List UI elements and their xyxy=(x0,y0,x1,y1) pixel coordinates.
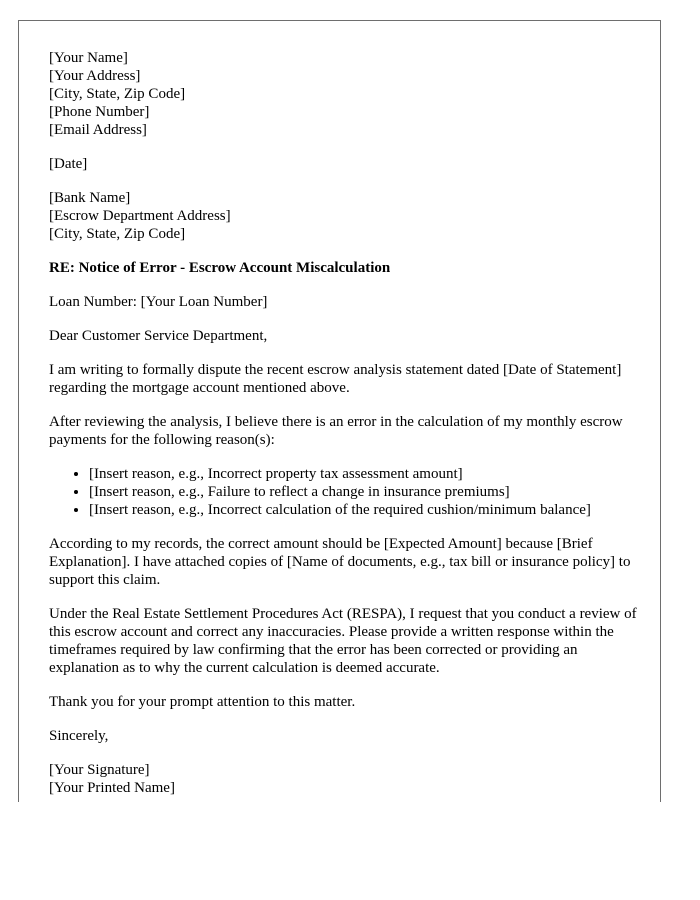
loan-number: Loan Number: [Your Loan Number] xyxy=(49,294,268,310)
closing: Sincerely, xyxy=(49,728,109,744)
printed-name: [Your Printed Name] xyxy=(49,780,175,796)
sender-address: [Your Address] xyxy=(49,68,141,84)
letter-content xyxy=(49,49,649,797)
subject-line: RE: Notice of Error - Escrow Account Miscalculation xyxy=(49,260,391,276)
recipient-block xyxy=(49,189,649,243)
recipient-department-address: [Escrow Department Address] xyxy=(49,208,231,224)
sender-phone: [Phone Number] xyxy=(49,104,150,120)
signature: [Your Signature] xyxy=(49,762,150,778)
sender-email: [Email Address] xyxy=(49,122,147,138)
sender-city-state-zip: [City, State, Zip Code] xyxy=(49,86,186,102)
list-item: • [Insert reason, e.g., Failure to reflect a change in insurance premiums] xyxy=(89,483,649,501)
paragraph-dispute: I am writing to formally dispute the recent escrow analysis statement dated [Date of Statement] regarding the mortgage account mentioned above. xyxy=(49,362,622,396)
sender-block xyxy=(49,49,649,139)
paragraph-respa: Under the Real Estate Settlement Procedures Act (RESPA), I request that you conduct a review of this escrow account and correct any inaccuracies. Please provide a written response within the timeframes required by law confirming that the error has been corrected or providing an explanation as to why the current calculation is deemed accurate. xyxy=(49,606,637,676)
recipient-city-state-zip: [City, State, Zip Code] xyxy=(49,226,186,242)
date-block xyxy=(49,155,649,173)
reasons-list xyxy=(49,465,649,519)
signature-block xyxy=(49,761,649,797)
paragraph-thanks: Thank you for your prompt attention to this matter. xyxy=(49,694,356,710)
salutation: Dear Customer Service Department, xyxy=(49,328,268,344)
list-item: • [Insert reason, e.g., Incorrect calculation of the required cushion/minimum balance] xyxy=(89,501,649,519)
list-item: • [Insert reason, e.g., Incorrect property tax assessment amount] xyxy=(89,465,649,483)
paragraph-reasons-intro: After reviewing the analysis, I believe there is an error in the calculation of my monthly escrow payments for the following reason(s): xyxy=(49,414,623,448)
recipient-bank-name: [Bank Name] xyxy=(49,190,131,206)
paragraph-records: According to my records, the correct amount should be [Expected Amount] because [Brief Explanation]. I have attached copies of [Name of documents, e.g., tax bill or insurance policy] to support this claim. xyxy=(49,536,631,588)
letter-date: [Date] xyxy=(49,156,88,172)
letter-page xyxy=(18,20,661,802)
sender-name: [Your Name] xyxy=(49,50,128,66)
